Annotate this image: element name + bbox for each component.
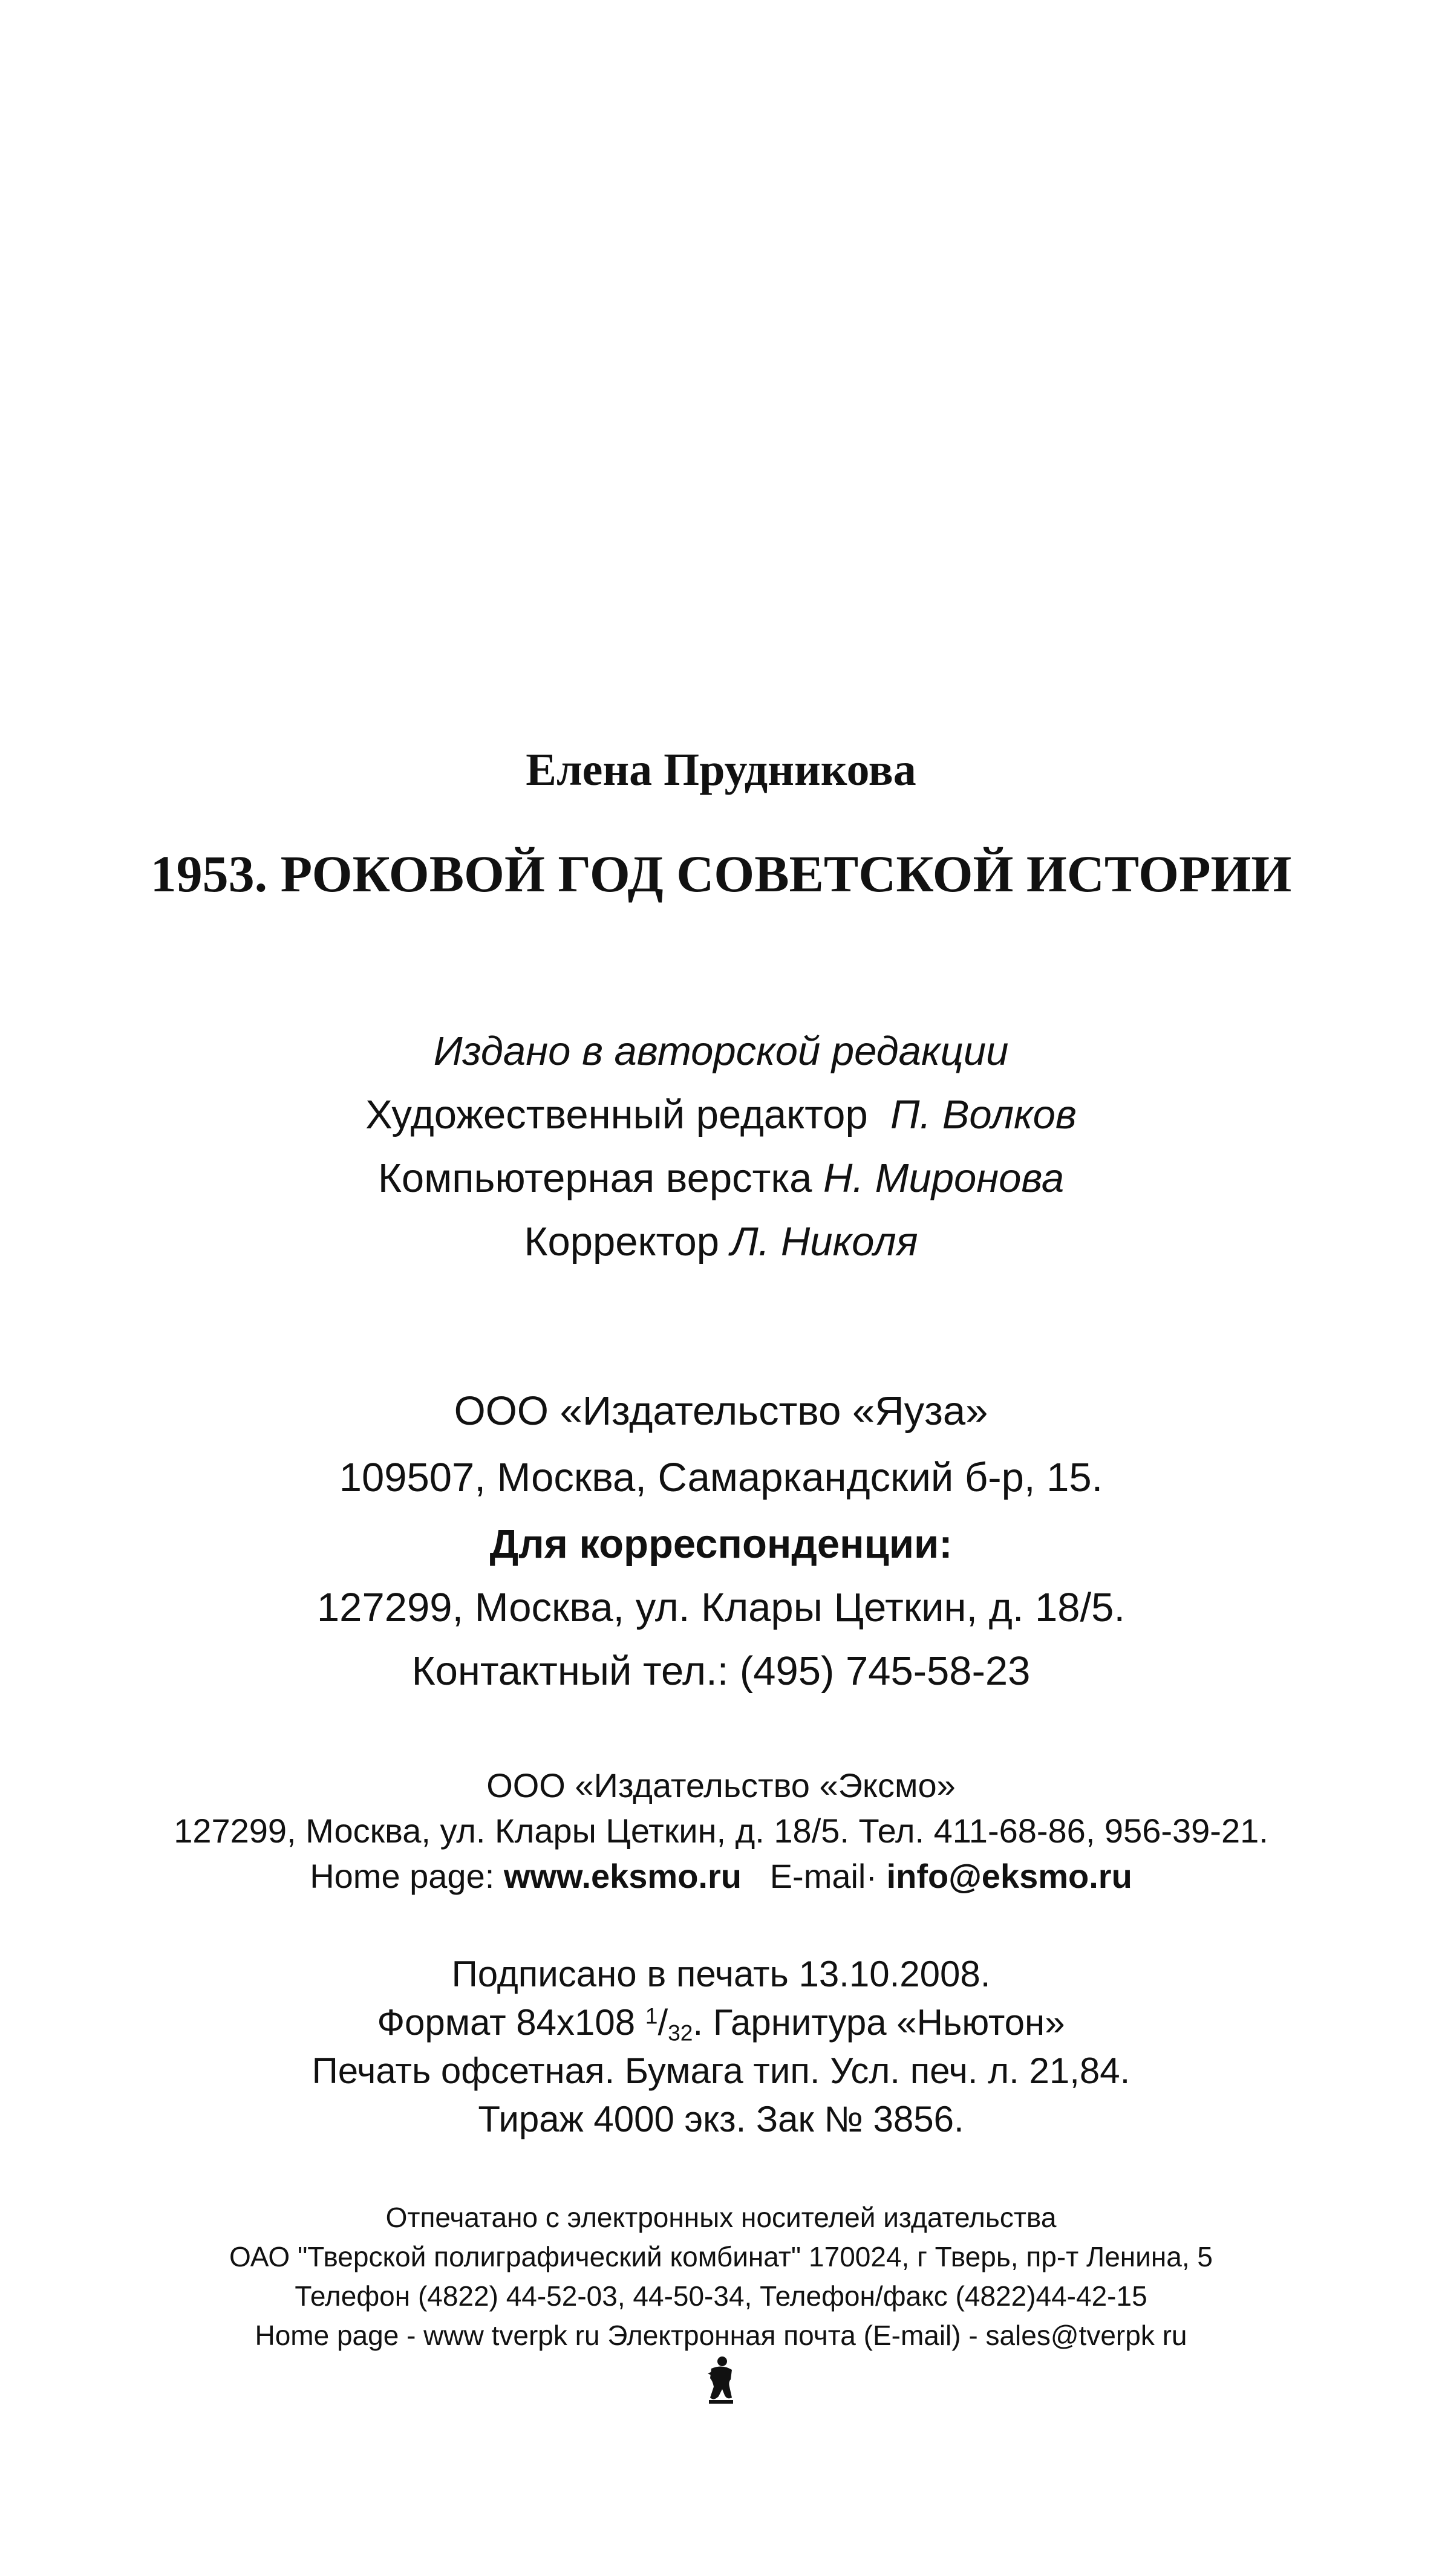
print-run-line: Тираж 4000 экз. Зак № 3856. xyxy=(478,2099,964,2139)
format-line xyxy=(0,2002,1442,2046)
eksmo-web xyxy=(0,1856,1442,1896)
printer-line-4: Home page - www tverpk ru Электронная почта (E-mail) - sales@tverpk ru xyxy=(255,2320,1187,2351)
yauza-publisher-name: ООО «Издательство «Яуза» xyxy=(454,1388,988,1434)
eksmo-publisher-name: ООО «Издательство «Эксмо» xyxy=(486,1766,956,1804)
format-fraction: $^1/_{32}$ xyxy=(645,2002,693,2046)
email-link[interactable]: info@eksmo.ru xyxy=(886,1857,1132,1895)
printer-line-1: Отпечатано с электронных носителей издательства xyxy=(385,2202,1057,2233)
signed-for-print: Подписано в печать 13.10.2008. xyxy=(451,1954,991,1994)
printer-line-2: ОАО "Тверской полиграфический комбинат" 170024, г Тверь, пр-т Ленина, 5 xyxy=(229,2241,1213,2272)
book-title: 1953. РОКОВОЙ ГОД СОВЕТСКОЙ ИСТОРИИ xyxy=(150,845,1292,903)
bear-logo-icon xyxy=(704,2355,738,2406)
paper-line: Печать офсетная. Бумага тип. Усл. печ. л. 21,84. xyxy=(312,2051,1130,2091)
format-prefix: Формат 84x108 xyxy=(377,2002,636,2043)
printer-line-3: Телефон (4822) 44-52-03, 44-50-34, Телефон/факс (4822)44-42-15 xyxy=(295,2280,1147,2312)
layout-label: Компьютерная верстка xyxy=(377,1156,812,1201)
yauza-phone: Контактный тел.: (495) 745-58-23 xyxy=(411,1648,1031,1694)
edition-note: Издано в авторской редакции xyxy=(433,1029,1009,1074)
art-editor-credit xyxy=(0,1091,1442,1138)
correspondence-address: 127299, Москва, ул. Клары Цеткин, д. 18/5. xyxy=(316,1585,1126,1630)
home-page-label: Home page: xyxy=(310,1857,495,1895)
yauza-address: 109507, Москва, Самаркандский б-р, 15. xyxy=(339,1455,1103,1500)
email-label: E-mail· xyxy=(769,1857,878,1895)
art-editor-name: П. Волков xyxy=(890,1092,1077,1137)
art-editor-label: Художественный редактор xyxy=(365,1092,868,1137)
format-denominator: 32 xyxy=(668,2020,693,2046)
proofreader-name: Л. Николя xyxy=(730,1219,918,1264)
eksmo-address: 127299, Москва, ул. Клары Цеткин, д. 18/5. Тел. 411-68-86, 956-39-21. xyxy=(174,1812,1268,1850)
home-page-link[interactable]: www.eksmo.ru xyxy=(503,1857,742,1895)
author-name: Елена Прудникова xyxy=(526,744,916,795)
format-suffix: . Гарнитура «Ньютон» xyxy=(693,2002,1065,2043)
layout-credit xyxy=(0,1155,1442,1202)
proofreader-credit xyxy=(0,1218,1442,1265)
correspondence-label: Для корреспонденции: xyxy=(489,1521,953,1567)
layout-name: Н. Миронова xyxy=(823,1156,1065,1201)
format-numerator: 1 xyxy=(645,2003,658,2029)
proofreader-label: Корректор xyxy=(524,1219,720,1264)
